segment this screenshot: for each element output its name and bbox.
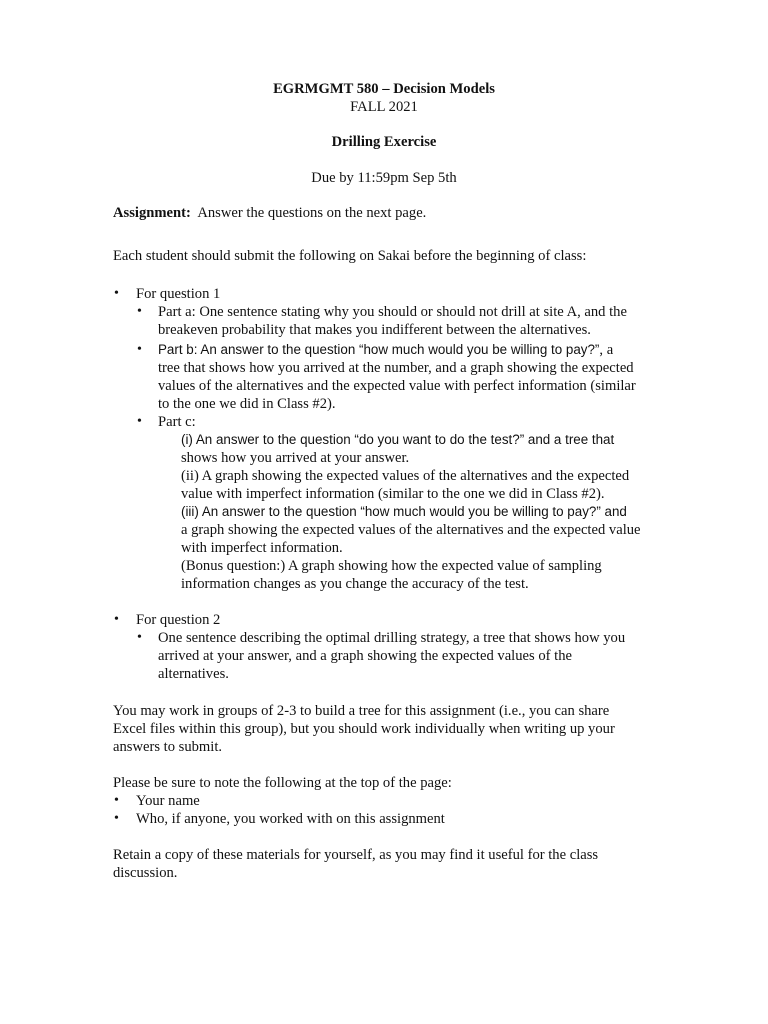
groups-line-1: You may work in groups of 2-3 to build a tree for this assignment (i.e., you can share [113,703,610,719]
q1-part-b-prefix: Part b: An answer to the question “how much would you be willing to pay?” [158,342,600,357]
q1-part-c-ii-line-2: value with imperfect information (similar to the one we did in Class #2). [181,486,605,502]
q1-part-c-iii-line-2: a graph showing the expected values of the alternatives and the expected value [181,522,641,538]
bullet-icon: • [114,793,119,808]
bullet-icon: • [137,342,142,357]
retain-line-2: discussion. [113,865,178,881]
assignment-line [113,205,426,222]
q1-part-c-i-line-2: shows how you arrived at your answer. [181,450,410,466]
q1-bonus-line-1: (Bonus question:) A graph showing how the expected value of sampling [181,558,602,574]
q1-part-c-ii-line-1: (ii) A graph showing the expected values of the alternatives and the expected [181,468,630,484]
bullet-icon: • [114,612,119,627]
bullet-icon: • [137,630,142,645]
groups-line-2: Excel files within this group), but you should work individually when writing up your [113,721,615,737]
exercise-title: Drilling Exercise [331,134,437,150]
bullet-icon: • [114,286,119,301]
due-date: Due by 11:59pm Sep 5th [311,170,457,186]
q1-label: For question 1 [136,286,221,302]
retain-line-1: Retain a copy of these materials for yourself, as you may find it useful for the class [113,847,599,863]
assignment-text: Answer the questions on the next page. [197,205,427,221]
q1-part-b-line-1 [158,342,613,359]
q1-part-c-iii-line-3: with imperfect information. [181,540,343,556]
q1-part-a-line-1: Part a: One sentence stating why you should or should not drill at site A, and the [158,304,627,320]
assignment-label: Assignment: [113,205,191,221]
bullet-icon: • [137,304,142,319]
q1-part-c-label: Part c: [158,414,196,430]
q1-part-b-line-4: to the one we did in Class #2). [158,396,336,412]
note-item-name: Your name [136,793,200,809]
note-intro: Please be sure to note the following at the top of the page: [113,775,452,791]
q2-label: For question 2 [136,612,221,628]
submit-intro: Each student should submit the following on Sakai before the beginning of class: [113,248,587,264]
bullet-icon: • [137,414,142,429]
q2-line-2: arrived at your answer, and a graph showing the expected values of the [158,648,572,664]
term: FALL 2021 [350,99,418,115]
bullet-icon: • [114,811,119,826]
q2-line-3: alternatives. [158,666,229,682]
course-title: EGRMGMT 580 – Decision Models [273,81,495,97]
q1-part-c-i-line-1: (i) An answer to the question “do you want to do the test?” and a tree that [181,432,615,447]
q1-part-b-suffix: , a [599,342,614,358]
q1-part-b-line-2: tree that shows how you arrived at the number, and a graph showing the expected [158,360,634,376]
q1-part-b-line-3: values of the alternatives and the expected value with perfect information (similar [158,378,636,394]
note-item-partners: Who, if anyone, you worked with on this assignment [136,811,445,827]
groups-line-3: answers to submit. [113,739,223,755]
q2-line-1: One sentence describing the optimal drilling strategy, a tree that shows how you [158,630,626,646]
q1-part-a-line-2: breakeven probability that makes you indifferent between the alternatives. [158,322,591,338]
q1-bonus-line-2: information changes as you change the accuracy of the test. [181,576,529,592]
q1-part-c-iii-line-1: (iii) An answer to the question “how much would you be willing to pay?” and [181,504,627,519]
